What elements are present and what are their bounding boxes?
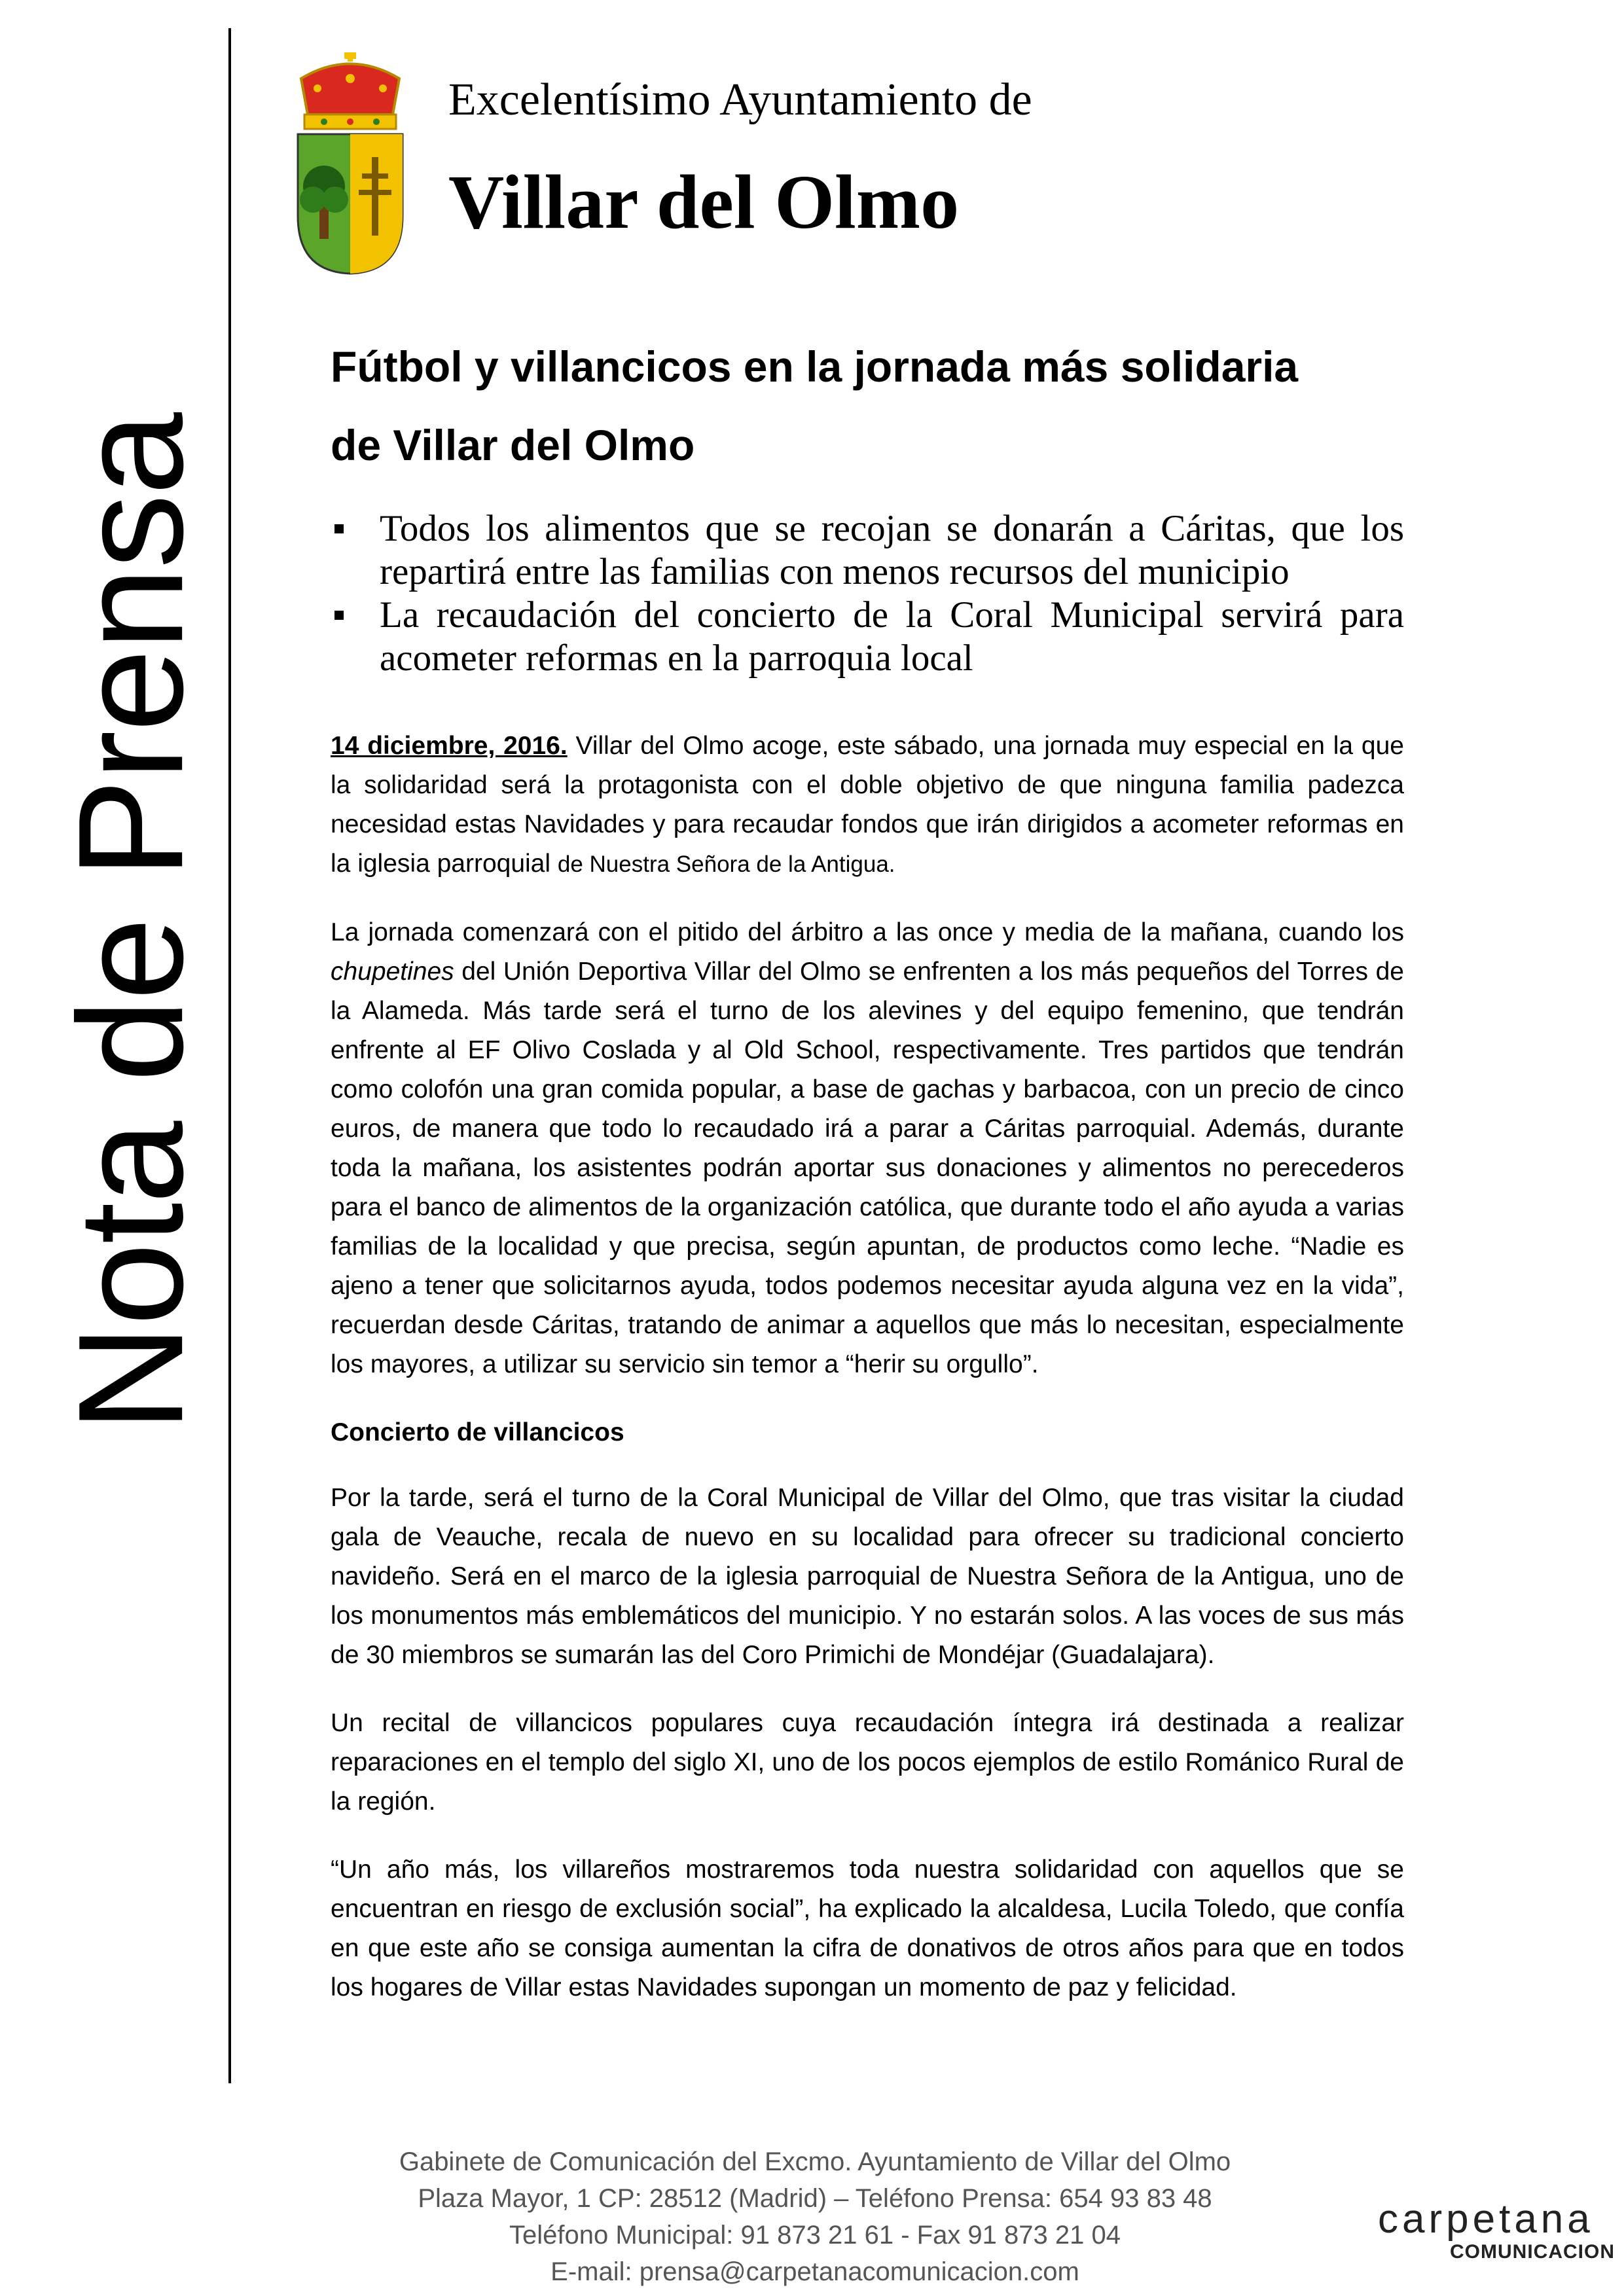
headline-line-1: Fútbol y villancicos en la jornada más solidaria [331,342,1299,391]
org-name: Villar del Olmo [448,159,960,245]
headline-line-2: de Villar del Olmo [331,421,695,469]
footer-line-3: Teléfono Municipal: 91 873 21 61 - Fax 91 873 21 04 [509,2221,1121,2250]
footer-email-link[interactable]: E-mail: prensa@carpetanacomunicacion.com [550,2257,1079,2286]
paragraph-4: Un recital de villancicos populares cuya recaudación íntegra irá destinada a realizar reparaciones en el templo del siglo XI, uno de los pocos ejemplos de estilo Románico Rural de la región. [331,1709,1404,1816]
bullet-text: La recaudación del concierto de la Coral Municipal servirá para acometer reformas en la parroquia local [380,594,1404,679]
article-body [331,726,1404,2036]
paragraph-1-tail: de Nuestra Señora de la Antigua. [557,852,895,877]
headline [331,327,1404,484]
bullet-text: Todos los alimentos que se recojan se donarán a Cáritas, que los repartirá entre las familias con menos recursos del municipio [380,508,1404,592]
summary-bullets [331,507,1404,680]
brand-tagline: COMUNICACION [1450,2241,1615,2263]
paragraph-1 [331,726,1404,884]
footer-line-2: Plaza Mayor, 1 CP: 28512 (Madrid) – Teléfono Prensa: 654 93 83 48 [418,2184,1212,2213]
paragraph-5: “Un año más, los villareños mostraremos toda nuestra solidaridad con aquellos que se encuentran en riesgo de exclusión social”, ha explicado la alcaldesa, Lucila Toledo, que confía en que este año se consiga aumentan la cifra de donativos de otros años para que en todos los hogares de Villar estas Navidades supongan un momento de paz y felicidad. [331,1856,1404,2001]
paragraph-3: Por la tarde, será el turno de la Coral Municipal de Villar del Olmo, que tras visitar la ciudad gala de Veauche, recala de nuevo en su localidad para ofrecer su tradicional concierto navideño. Será en el marco de la iglesia parroquial de Nuestra Señora de la Antigua, uno de los monumentos más emblemáticos del municipio. Y no estarán solos. A las voces de sus más de 30 miembros se sumarán las del Coro Primichi de Mondéjar (Guadalajara). [331,1484,1404,1669]
sidebar-title-text: Nota de Prensa [48,413,214,1433]
footer-contact [367,2144,1263,2290]
section-heading: Concierto de villancicos [331,1418,624,1446]
paragraph-1-text: Villar del Olmo acoge, este sábado, una jornada muy especial en la que la solidaridad será la protagonista con el doble objetivo de que ninguna familia padezca necesidad estas Navidades y para recaudar fondos que irán dirigidos a acometer reformas en la iglesia parroquial [331,732,1404,878]
vertical-divider [228,28,231,2083]
paragraph-2-rest: del Unión Deportiva Villar del Olmo se enfrenten a los más pequeños del Torres de la Alameda. Más tarde será el turno de los alevines y del equipo femenino, que tendrán enfrente al EF Olivo Coslada y al Old School, respectivamente. Tres partidos que tendrán como colofón una gran comida popular, a base de gachas y barbacoa, con un precio de cinco euros, de manera que todo lo recaudado irá a parar a Cáritas parroquial. Además, durante toda la mañana, los asistentes podrán aportar sus donaciones y alimentos no perecederos para el banco de alimentos de la organización católica, que durante todo el año ayuda a varias familias de la localidad y que precisa, según apuntan, de productos como leche. “Nadie es ajeno a tener que solicitarnos ayuda, todos podemos necesitar ayuda alguna vez en la vida”, recuerdan desde Cáritas, tratando de animar a aquellos que más lo necesitan, especialmente los mayores, a utilizar su servicio sin temor a “herir su orgullo”. [331,958,1404,1378]
bullet-square-icon [334,611,344,620]
brand-logo [1378,2197,1615,2263]
paragraph-2-italic: chupetines [331,958,454,986]
sidebar-title [46,413,216,1433]
brand-name: carpetana [1378,2197,1594,2242]
bullet-item [331,507,1404,594]
bullet-item [331,594,1404,680]
paragraph-2-start: La jornada comenzará con el pitido del árbitro a las once y media de la mañana, cuando los [331,918,1404,946]
org-prefix: Excelentísimo Ayuntamiento de [448,75,1032,125]
bullet-square-icon [334,524,344,533]
coat-of-arms-icon [288,52,412,275]
paragraph-2 [331,913,1404,1384]
footer-line-1: Gabinete de Comunicación del Excmo. Ayuntamiento de Villar del Olmo [399,2147,1231,2176]
dateline: 14 diciembre, 2016. [331,732,568,760]
